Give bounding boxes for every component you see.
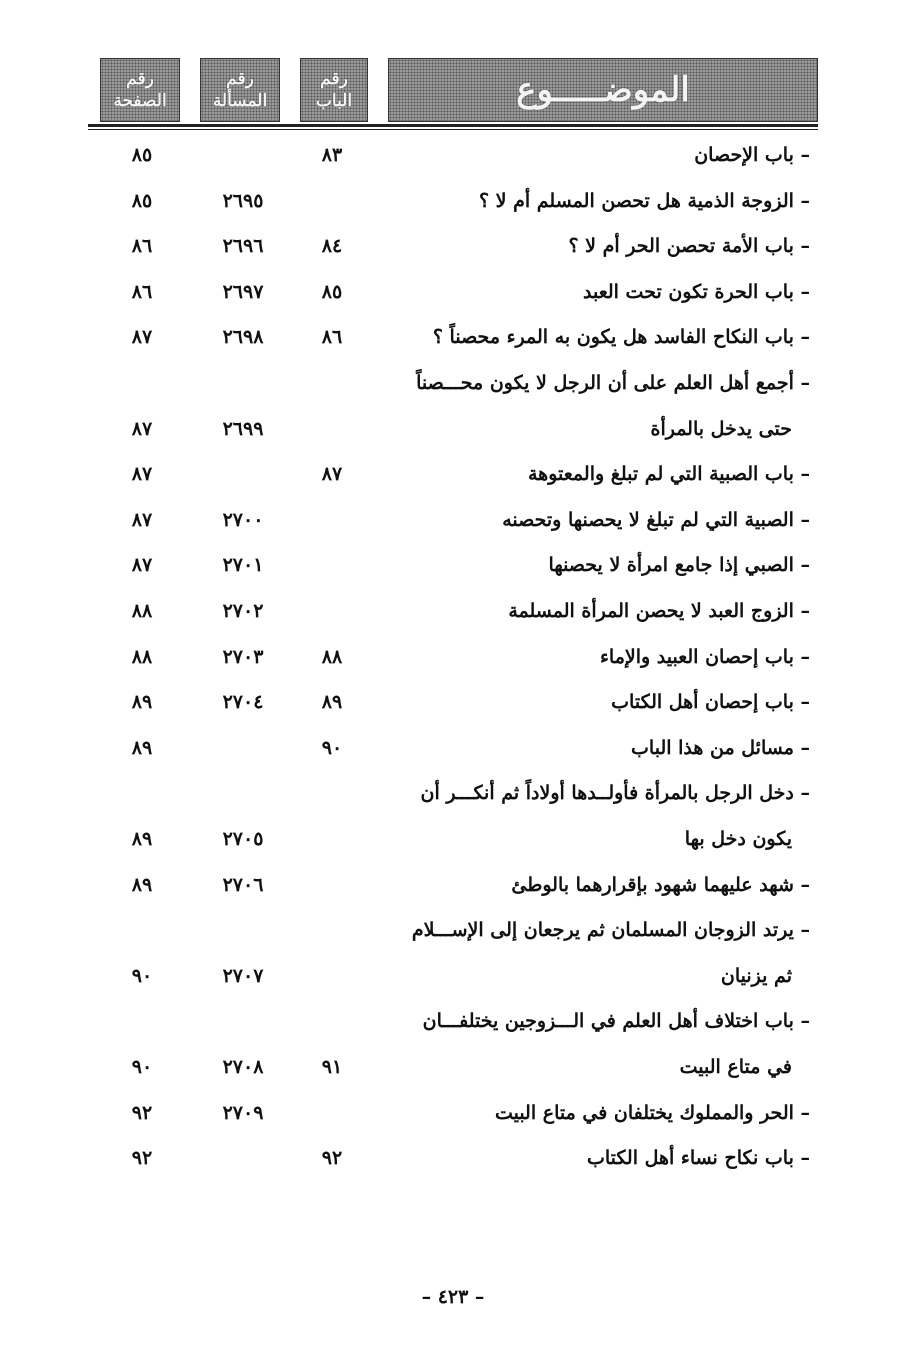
table-row bbox=[0, 816, 906, 862]
issue-number: ٢٦٩٨ bbox=[222, 326, 264, 349]
table-row bbox=[0, 497, 906, 543]
table-row bbox=[0, 862, 906, 908]
chapter-number bbox=[287, 816, 377, 862]
issue-number bbox=[198, 770, 288, 816]
table-row bbox=[0, 132, 906, 178]
page-number-cell: ٨٧ bbox=[131, 463, 153, 486]
table-row bbox=[0, 406, 906, 452]
topic-text: – الصبية التي لم تبلغ لا يحصنها وتحصنه bbox=[502, 508, 810, 531]
issue-number bbox=[198, 451, 288, 497]
chapter-number: ٩١ bbox=[321, 1056, 343, 1078]
chapter-number: ٩٠ bbox=[321, 736, 343, 759]
header-issue-number: رقم المسألة bbox=[200, 58, 280, 122]
page-number-cell: ٨٧ bbox=[131, 554, 153, 577]
issue-number bbox=[198, 360, 288, 406]
chapter-number bbox=[287, 588, 377, 634]
topic-text: يكون دخل بها bbox=[684, 828, 792, 850]
page-number-cell bbox=[97, 360, 187, 406]
page-number-cell bbox=[97, 907, 187, 953]
topic-text: – باب الحرة تكون تحت العبد bbox=[582, 280, 810, 303]
table-row bbox=[0, 634, 906, 680]
issue-number: ٢٧٠٩ bbox=[222, 1101, 264, 1124]
chapter-number bbox=[287, 770, 377, 816]
page-number-cell: ٨٦ bbox=[131, 235, 153, 258]
page-number-cell: ٨٩ bbox=[131, 873, 153, 896]
page-number-cell: ٨٨ bbox=[131, 600, 153, 622]
issue-number: ٢٧٠٦ bbox=[222, 873, 264, 896]
topic-text: – باب الأمة تحصن الحر أم لا ؟ bbox=[568, 235, 810, 258]
issue-number: ٢٦٩٧ bbox=[222, 280, 264, 303]
topic-text: – الصبي إذا جامع امرأة لا يحصنها bbox=[548, 554, 810, 577]
page-number-cell: ٩٠ bbox=[131, 1056, 153, 1078]
table-row bbox=[0, 360, 906, 406]
table-row bbox=[0, 907, 906, 953]
table-row bbox=[0, 1044, 906, 1090]
page-number-cell: ٨٧ bbox=[131, 417, 153, 440]
table-row bbox=[0, 998, 906, 1044]
page-number-cell: ٩٢ bbox=[131, 1101, 153, 1124]
header-page-number: رقم الصفحة bbox=[100, 58, 180, 122]
chapter-number bbox=[287, 862, 377, 908]
table-row bbox=[0, 451, 906, 497]
chapter-number: ٨٩ bbox=[321, 691, 343, 714]
issue-number bbox=[198, 998, 288, 1044]
chapter-number bbox=[287, 542, 377, 588]
chapter-number bbox=[287, 953, 377, 999]
chapter-number: ٨٥ bbox=[321, 280, 343, 303]
page-number-cell: ٨٥ bbox=[131, 144, 153, 166]
table-row bbox=[0, 1135, 906, 1181]
header-rule-thick bbox=[88, 124, 818, 127]
issue-number: ٢٦٩٥ bbox=[222, 189, 264, 212]
topic-text: حتى يدخل بالمرأة bbox=[650, 417, 792, 440]
chapter-number: ٨٦ bbox=[321, 326, 343, 349]
chapter-number bbox=[287, 406, 377, 452]
issue-number: ٢٦٩٩ bbox=[222, 417, 264, 440]
page-number-cell: ٨٦ bbox=[131, 280, 153, 303]
chapter-number bbox=[287, 1090, 377, 1136]
chapter-number: ٨٧ bbox=[321, 463, 343, 486]
table-row bbox=[0, 178, 906, 224]
issue-number: ٢٧٠٠ bbox=[222, 508, 264, 531]
page-number: – ٤٢٣ – bbox=[421, 1286, 485, 1308]
issue-number: ٢٦٩٦ bbox=[222, 235, 264, 258]
topic-text: – باب إحصان العبيد والإماء bbox=[599, 645, 810, 668]
header-rule-thin bbox=[88, 129, 818, 130]
table-row bbox=[0, 725, 906, 771]
issue-number: ٢٧٠٨ bbox=[222, 1056, 264, 1078]
chapter-number bbox=[287, 497, 377, 543]
chapter-number: ٨٤ bbox=[321, 235, 343, 258]
page-number-cell: ٨٨ bbox=[131, 645, 153, 668]
topic-text: في متاع البيت bbox=[679, 1056, 792, 1078]
page-number-cell: ٨٩ bbox=[131, 691, 153, 714]
table-row bbox=[0, 953, 906, 999]
topic-text: – شهد عليهما شهود بإقرارهما بالوطئ bbox=[511, 873, 810, 896]
issue-number: ٢٧٠٧ bbox=[222, 964, 264, 987]
table-row bbox=[0, 588, 906, 634]
table-row bbox=[0, 314, 906, 360]
topic-text: – يرتد الزوجان المسلمان ثم يرجعان إلى الإســـلام bbox=[411, 919, 810, 942]
issue-number: ٢٧٠١ bbox=[222, 554, 264, 577]
chapter-number: ٨٨ bbox=[321, 645, 343, 668]
issue-number: ٢٧٠٢ bbox=[222, 600, 264, 622]
page-number-cell: ٨٩ bbox=[131, 736, 153, 759]
issue-number bbox=[198, 132, 288, 178]
topic-text: – باب الإحصان bbox=[694, 144, 810, 166]
page-number-cell: ٨٧ bbox=[131, 326, 153, 349]
topic-text: – باب الصبية التي لم تبلغ والمعتوهة bbox=[528, 463, 810, 486]
issue-number bbox=[198, 907, 288, 953]
chapter-number bbox=[287, 360, 377, 406]
page-number-cell: ٨٥ bbox=[131, 189, 153, 212]
chapter-number bbox=[287, 998, 377, 1044]
page-number-cell: ٩٠ bbox=[131, 964, 153, 987]
topic-text: – الحر والمملوك يختلفان في متاع البيت bbox=[494, 1101, 810, 1124]
topic-text: – مسائل من هذا الباب bbox=[631, 736, 810, 759]
chapter-number: ٨٣ bbox=[321, 144, 343, 166]
issue-number: ٢٧٠٥ bbox=[222, 828, 264, 850]
issue-number bbox=[198, 1135, 288, 1181]
topic-text: – الزوجة الذمية هل تحصن المسلم أم لا ؟ bbox=[478, 189, 810, 212]
page-number-cell: ٨٩ bbox=[131, 828, 153, 850]
table-row bbox=[0, 1090, 906, 1136]
chapter-number bbox=[287, 178, 377, 224]
issue-number: ٢٧٠٣ bbox=[222, 645, 264, 668]
table-row bbox=[0, 542, 906, 588]
topic-text: – باب اختلاف أهل العلم في الـــزوجين يختلفـــان bbox=[422, 1010, 810, 1033]
page-number-cell: ٩٢ bbox=[131, 1147, 153, 1170]
topic-text: – باب نكاح نساء أهل الكتاب bbox=[587, 1147, 810, 1170]
issue-number bbox=[198, 725, 288, 771]
table-row bbox=[0, 770, 906, 816]
table-row bbox=[0, 223, 906, 269]
header-chapter-number: رقم الباب bbox=[300, 58, 368, 122]
page-number-cell bbox=[97, 770, 187, 816]
issue-number: ٢٧٠٤ bbox=[222, 691, 264, 714]
topic-text: – باب النكاح الفاسد هل يكون به المرء محصناً ؟ bbox=[432, 326, 810, 349]
topic-text: – الزوج العبد لا يحصن المرأة المسلمة bbox=[508, 600, 810, 622]
chapter-number: ٩٢ bbox=[321, 1147, 343, 1170]
topic-text: – أجمع أهل العلم على أن الرجل لا يكون محـــصناً bbox=[416, 372, 810, 394]
topic-text: ثم يزنيان bbox=[720, 964, 792, 987]
table-row bbox=[0, 269, 906, 315]
chapter-number bbox=[287, 907, 377, 953]
header-topic: الموضـــــوع bbox=[388, 58, 818, 122]
table-row bbox=[0, 679, 906, 725]
topic-text: – باب إحصان أهل الكتاب bbox=[611, 691, 810, 714]
page-number-cell bbox=[97, 998, 187, 1044]
topic-text: – دخل الرجل بالمرأة فأولــدها أولاداً ثم أنكـــر أن bbox=[420, 782, 810, 805]
page-number-cell: ٨٧ bbox=[131, 508, 153, 531]
